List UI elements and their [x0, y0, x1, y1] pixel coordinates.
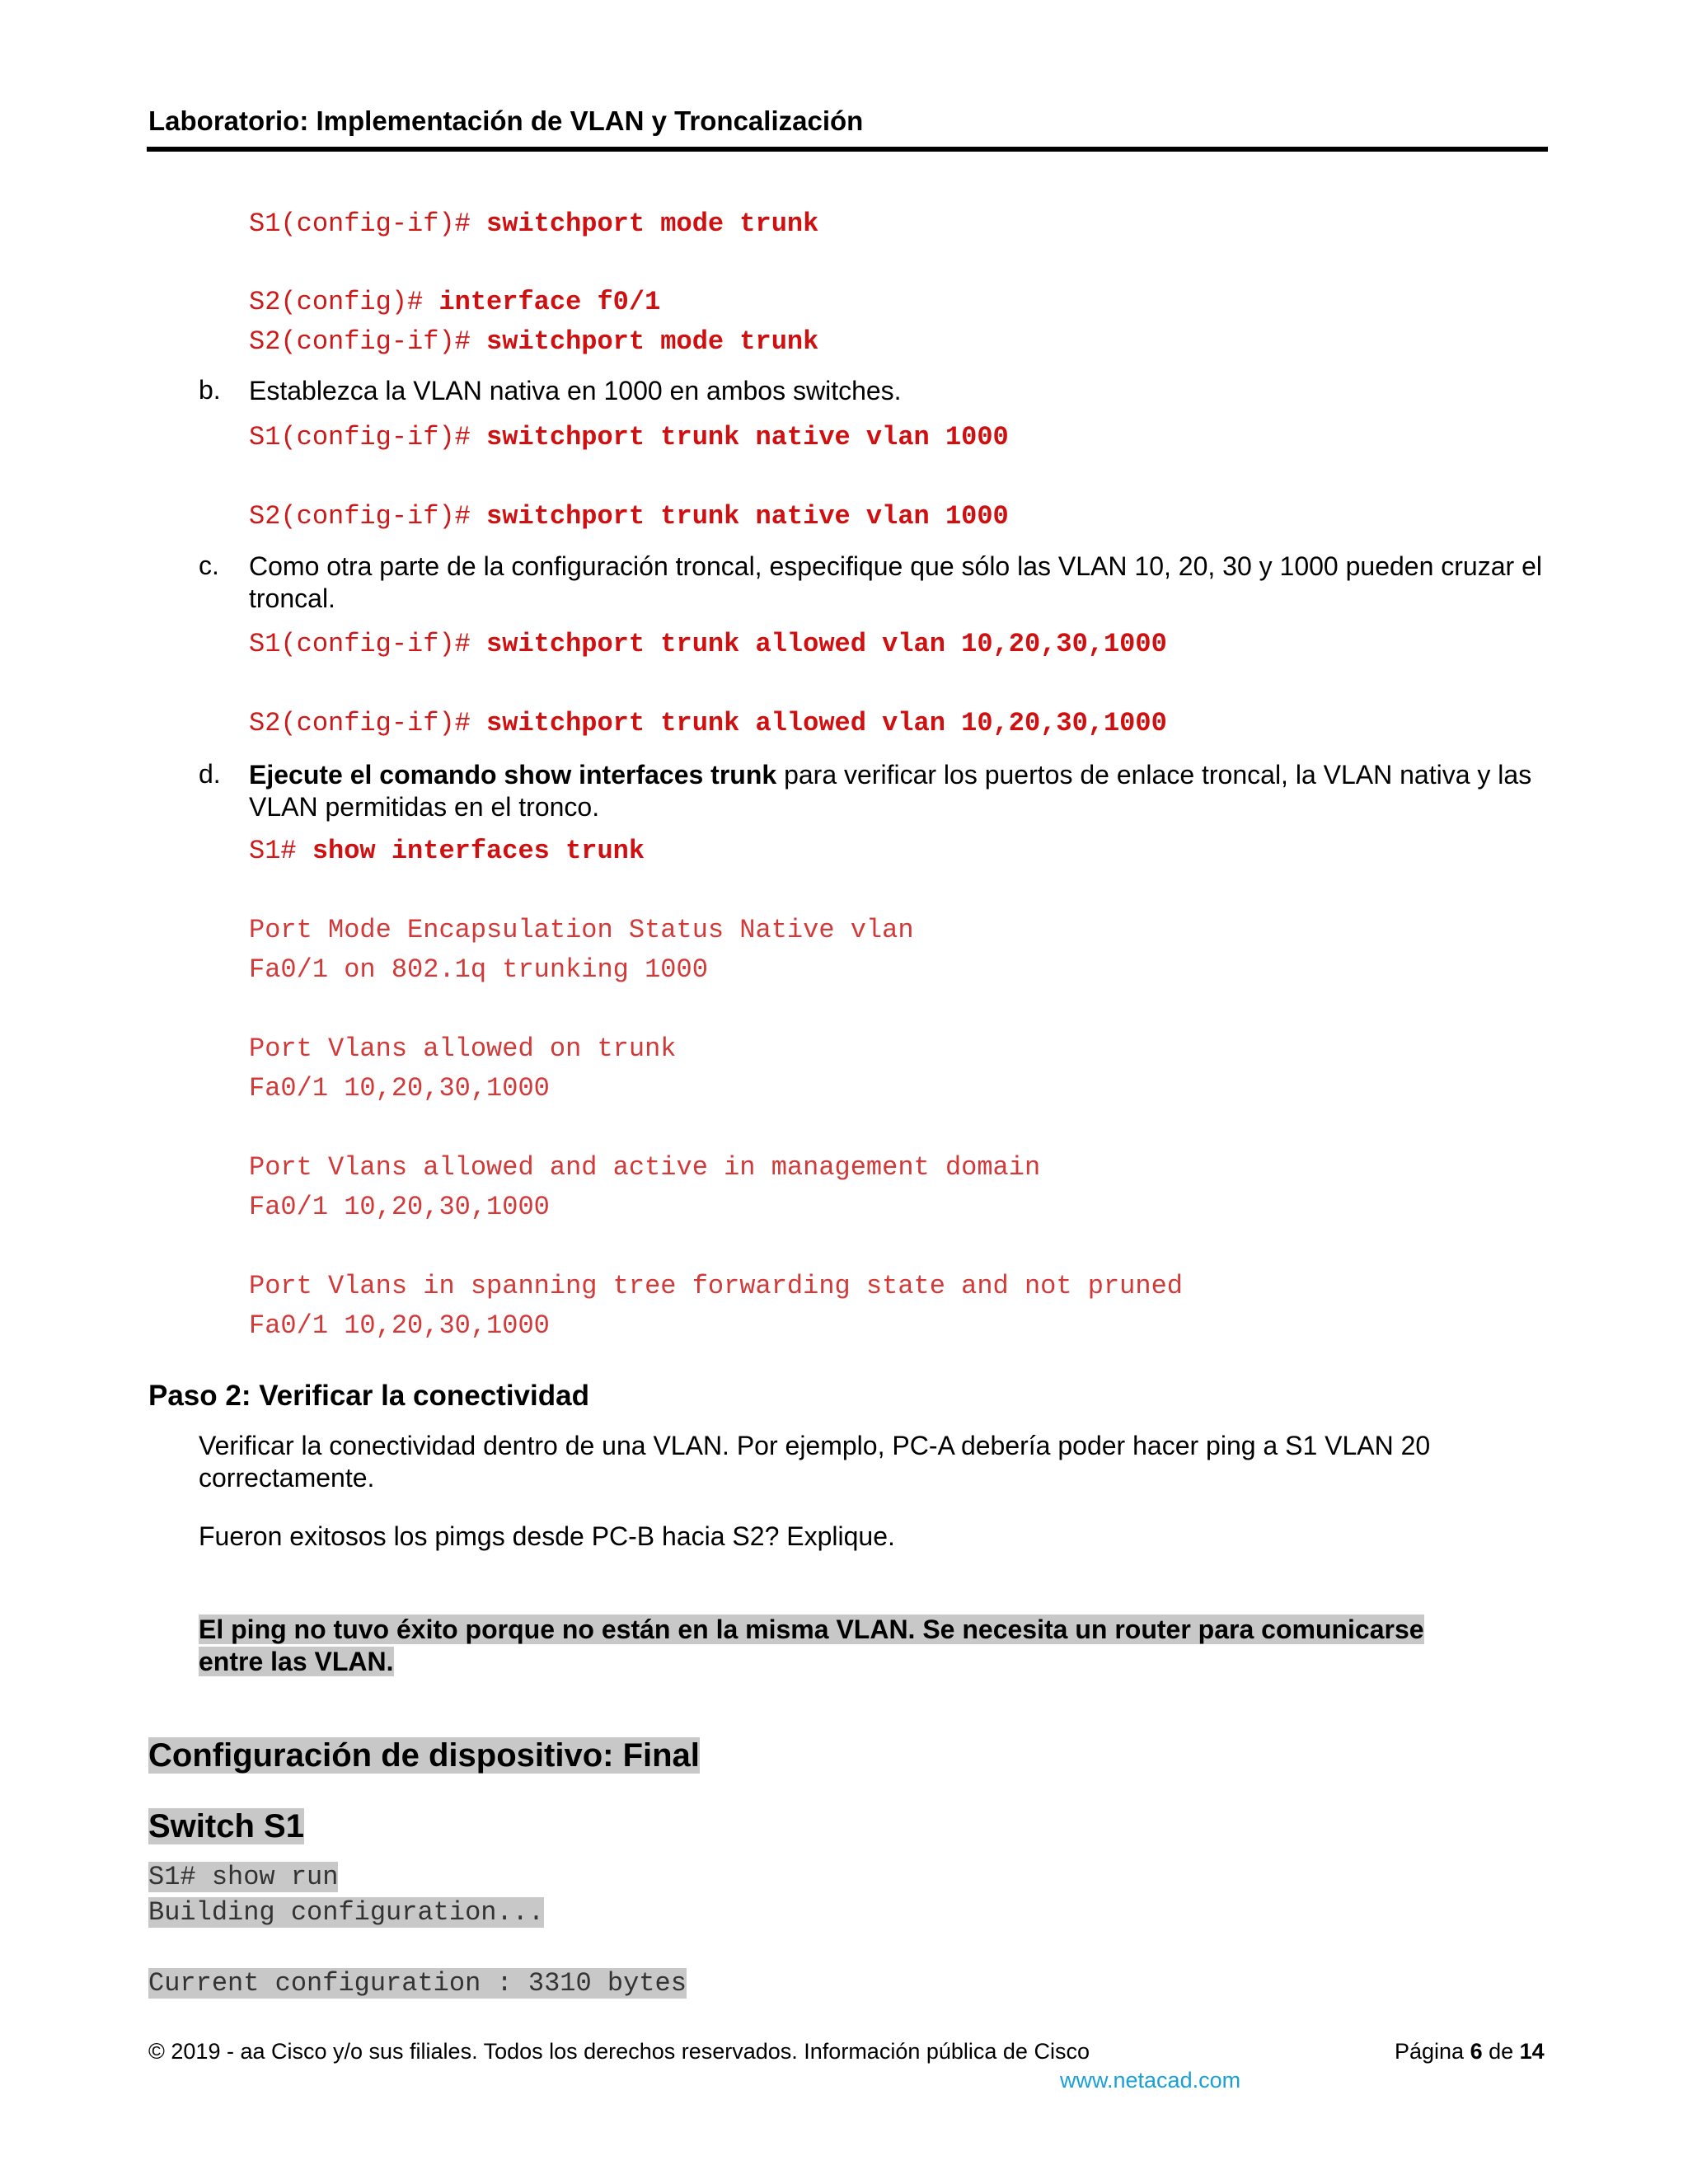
step-text	[249, 759, 1551, 823]
config-line	[148, 1897, 545, 1928]
answer-line: El ping no tuvo éxito porque no están en la misma VLAN. Se necesita un router para comunicarse	[199, 1615, 1424, 1644]
section-heading	[148, 1737, 700, 1774]
prompt: S2(config)#	[249, 287, 439, 317]
step-text-rest: para verificar los puertos de enlace troncal, la VLAN nativa y las VLAN permitidas en el tronco.	[249, 760, 1532, 822]
command: switchport mode trunk	[486, 209, 819, 239]
code-line	[249, 838, 645, 865]
command: switchport trunk allowed vlan 10,20,30,1000	[486, 629, 1167, 659]
heading-text: Switch S1	[148, 1808, 304, 1844]
page-label: Página	[1395, 2039, 1470, 2064]
code-line	[249, 631, 1167, 658]
document-header-title: Laboratorio: Implementación de VLAN y Troncalización	[148, 105, 864, 136]
output-line: Fa0/1 10,20,30,1000	[249, 1073, 550, 1104]
step-text: Establezca la VLAN nativa en 1000 en ambos switches.	[249, 376, 902, 405]
output-line: Fa0/1 10,20,30,1000	[249, 1192, 550, 1222]
footer-link[interactable]: www.netacad.com	[1060, 2068, 1241, 2093]
prompt: S1(config-if)#	[249, 209, 487, 239]
code-line	[249, 710, 1167, 737]
config-text: Building configuration...	[148, 1897, 545, 1928]
footer-copyright: © 2019 - aa Cisco y/o sus filiales. Todos los derechos reservados. Información pública de Cisco	[148, 2039, 1090, 2064]
step-label: c.	[199, 551, 219, 580]
page-of: de	[1482, 2039, 1520, 2064]
answer-line: entre las VLAN.	[199, 1647, 394, 1676]
command: switchport mode trunk	[486, 326, 819, 357]
command: interface f0/1	[438, 287, 661, 317]
step-label: d.	[199, 759, 221, 789]
output-line: Fa0/1 on 802.1q trunking 1000	[249, 954, 708, 985]
code-line	[249, 211, 818, 237]
page-total: 14	[1519, 2039, 1545, 2064]
config-text: S1# show run	[148, 1862, 339, 1892]
question: Fueron exitosos los pimgs desde PC-B hacia S2? Explique.	[199, 1521, 895, 1551]
prompt: S1#	[249, 836, 312, 866]
output-line: Port Vlans in spanning tree forwarding state and not pruned	[249, 1271, 1183, 1301]
prompt: S2(config-if)#	[249, 501, 487, 532]
step-label: b.	[199, 375, 221, 405]
output-line: Port Mode Encapsulation Status Native vlan	[249, 915, 914, 945]
prompt: S1(config-if)#	[249, 422, 487, 452]
section-heading: Paso 2: Verificar la conectividad	[148, 1380, 589, 1412]
subsection-heading	[148, 1808, 304, 1845]
command: switchport trunk native vlan 1000	[486, 422, 1009, 452]
config-line	[148, 1864, 338, 1891]
prompt: S2(config-if)#	[249, 708, 487, 738]
step-text: Como otra parte de la configuración troncal, especifique que sólo las VLAN 10, 20, 30 y 1000 pueden cruzar el troncal.	[249, 551, 1542, 613]
output-line: Port Vlans allowed on trunk	[249, 1033, 677, 1064]
output-line: Port Vlans allowed and active in management domain	[249, 1152, 1041, 1183]
page-current: 6	[1470, 2039, 1483, 2064]
answer	[199, 1614, 1550, 1678]
code-line	[249, 289, 660, 316]
prompt: S2(config-if)#	[249, 326, 487, 357]
prompt: S1(config-if)#	[249, 629, 487, 659]
page-number	[1395, 2039, 1545, 2064]
command: switchport trunk native vlan 1000	[486, 501, 1009, 532]
code-line	[249, 501, 1009, 532]
command: show interfaces trunk	[312, 836, 645, 866]
command: switchport trunk allowed vlan 10,20,30,1000	[486, 708, 1167, 738]
output-line: Fa0/1 10,20,30,1000	[249, 1310, 550, 1341]
code-line	[249, 326, 819, 357]
header-rule	[147, 147, 1548, 152]
heading-text: Configuración de dispositivo: Final	[148, 1737, 700, 1774]
config-line	[148, 1968, 687, 1999]
code-line	[249, 424, 1009, 451]
paragraph: Verificar la conectividad dentro de una VLAN. Por ejemplo, PC-A debería poder hacer ping a S1 VLAN 20 correctamente.	[199, 1431, 1431, 1493]
config-text: Current configuration : 3310 bytes	[148, 1968, 687, 1999]
step-text-bold: Ejecute el comando show interfaces trunk	[249, 760, 777, 790]
